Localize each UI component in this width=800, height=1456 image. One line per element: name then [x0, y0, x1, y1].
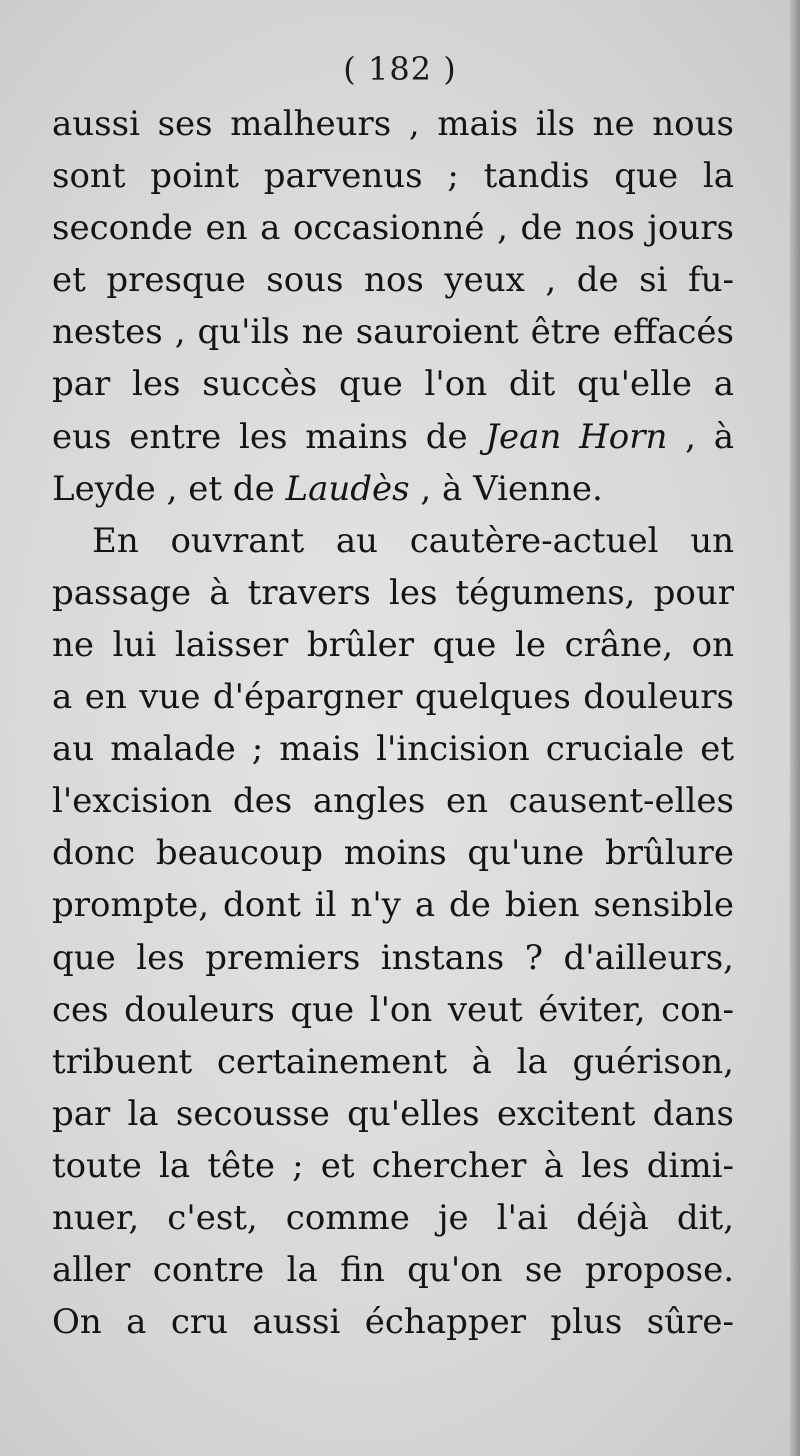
person-name: Laudès [285, 468, 410, 509]
text-line: passage à travers les tégumens, pour [52, 572, 734, 613]
text-line: que les premiers instans ? d'ailleurs, [52, 937, 734, 978]
text-line: aller contre la fin qu'on se propose. [52, 1250, 734, 1291]
paragraph-start-line: En ouvrant au cautère-actuel un [92, 520, 734, 561]
text-line: sont point parvenus ; tandis que la [52, 156, 734, 197]
text-line: tribuent certainement à la guérison, [52, 1041, 734, 1082]
text-line: par les succès que l'on dit qu'elle a [52, 364, 734, 405]
text-line: par la secousse qu'elles excitent dans [52, 1093, 734, 1134]
body-text [52, 98, 734, 1348]
text-line: Leyde , et de Laudès , à Vienne. [52, 468, 603, 509]
text-line: l'excision des angles en causent-elles [52, 781, 734, 822]
text-line: au malade ; mais l'incision cruciale et [52, 729, 734, 770]
text-line: prompte, dont il n'y a de bien sensible [52, 885, 734, 926]
page-edge-shadow [790, 0, 800, 1456]
text-line: aussi ses malheurs , mais ils ne nous [52, 104, 734, 144]
person-name: Jean Horn [485, 416, 668, 457]
text-line: On a cru aussi échapper plus sûre- [52, 1302, 734, 1343]
text-line: donc beaucoup moins qu'une brûlure [52, 833, 734, 874]
text-line: seconde en a occasionné , de nos jours [52, 208, 734, 249]
text-line: ces douleurs que l'on veut éviter, con- [52, 989, 734, 1030]
text-line: nestes , qu'ils ne sauroient être effacés [52, 312, 734, 353]
page-number: ( 182 ) [343, 50, 457, 88]
text-line: toute la tête ; et chercher à les dimi- [52, 1145, 734, 1186]
text-line: et presque sous nos yeux , de si fu- [52, 260, 734, 301]
text-line: ne lui laisser brûler que le crâne, on [52, 624, 734, 665]
text-line: a en vue d'épargner quelques douleurs [52, 677, 734, 718]
text-line: nuer, c'est, comme je l'ai déjà dit, [52, 1197, 734, 1238]
text-line: eus entre les mains de Jean Horn , à [52, 416, 735, 457]
